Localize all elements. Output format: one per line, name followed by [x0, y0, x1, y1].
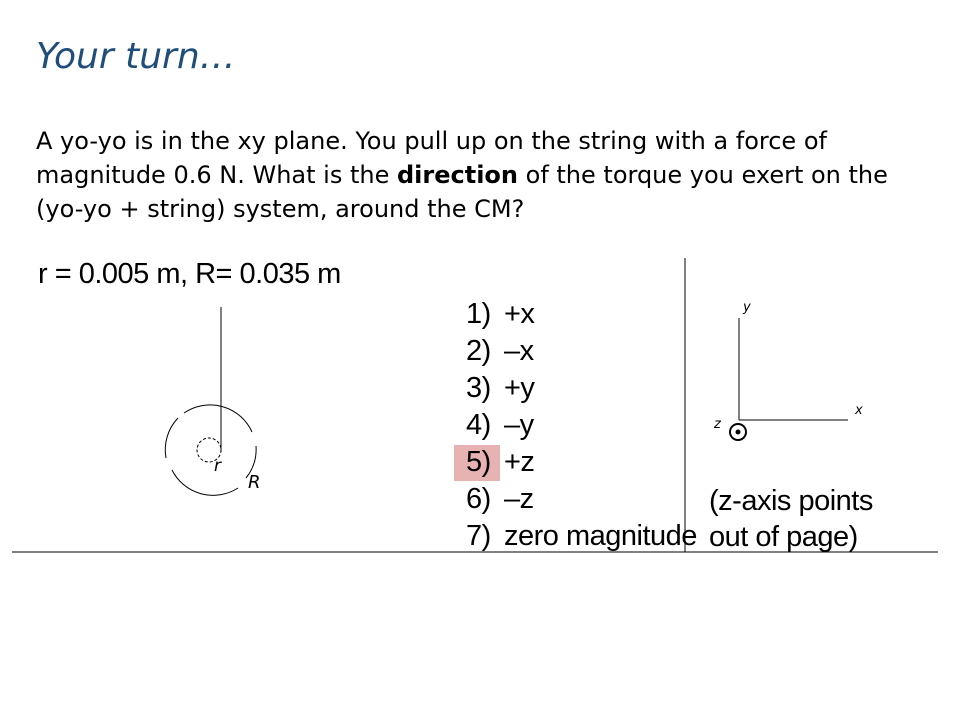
- inner-radius-label: r: [214, 456, 221, 476]
- given-values: r = 0.005 m, R= 0.035 m: [38, 258, 341, 290]
- yoyo-drawing: [165, 307, 256, 495]
- option-3: 3) +y: [466, 372, 535, 404]
- coordinate-axes: [730, 318, 848, 440]
- slide-title: Your turn…: [36, 36, 236, 77]
- option-7: 7) zero magnitude: [466, 520, 697, 552]
- z-axis-label: z: [714, 417, 721, 432]
- question-part-2: of the torque you exert on the (yo-yo + string) system, around the CM?: [36, 161, 888, 223]
- option-4: 4) –y: [466, 409, 534, 441]
- outer-radius-label: R: [248, 472, 261, 493]
- y-axis-label: y: [743, 300, 751, 315]
- z-axis-note-line-2: out of page): [709, 521, 858, 553]
- question-part-1: A yo-yo is in the xy plane. You pull up on the string with a force of magnitude 0.6 N. What is the: [36, 127, 827, 189]
- option-5-highlighted: 5) +z: [466, 444, 697, 481]
- option-2: 2) –x: [466, 335, 534, 367]
- x-axis-label: x: [855, 403, 863, 418]
- z-axis-note: [709, 483, 873, 555]
- z-axis-note-line-1: (z-axis points: [709, 485, 873, 517]
- option-1: 1) +x: [466, 298, 535, 330]
- answer-options: [466, 296, 697, 555]
- option-6: 6) –z: [466, 483, 534, 515]
- question-bold-word: direction: [396, 161, 518, 189]
